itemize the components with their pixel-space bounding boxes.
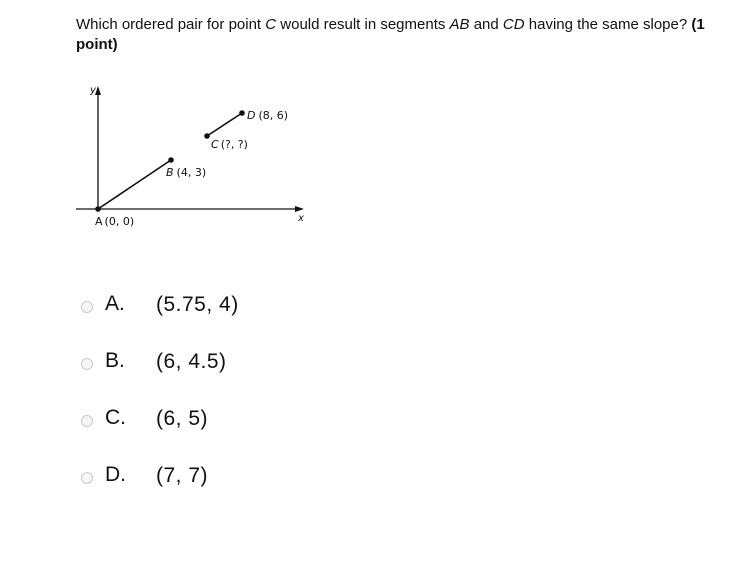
question-segment-cd: CD: [502, 16, 525, 33]
question-middle: would result in segments: [276, 16, 450, 33]
question-prefix: Which ordered pair for point: [76, 16, 266, 33]
choice-letter: A.: [105, 292, 125, 315]
point-c-coords: (?, ?): [220, 138, 248, 151]
point-b-label: [166, 166, 206, 179]
question-segment-ab: AB: [449, 16, 470, 33]
choice-letter: B.: [105, 349, 125, 372]
point-b-coords: (4, 3): [176, 166, 207, 179]
point-a-dot: [95, 206, 101, 212]
radio-icon[interactable]: [81, 301, 93, 313]
question-and: and: [469, 16, 503, 33]
segment-cd: [207, 113, 242, 136]
point-a-letter: A: [95, 215, 103, 228]
point-a-coords: (0, 0): [104, 215, 135, 228]
x-axis-arrow: [295, 206, 304, 212]
point-a-label: [95, 215, 134, 228]
point-d-dot: [239, 110, 245, 116]
point-d-coords: (8, 6): [258, 109, 289, 122]
radio-icon[interactable]: [81, 358, 93, 370]
y-axis-label: y: [90, 85, 96, 96]
choice-value: (6, 4.5): [156, 350, 227, 373]
point-b-dot: [168, 157, 174, 163]
point-c-dot: [204, 133, 210, 139]
point-c-label: [211, 138, 248, 151]
point-d-label: [247, 109, 288, 122]
choice-value: (6, 5): [156, 407, 209, 430]
choice-letter: C.: [105, 406, 126, 429]
radio-icon[interactable]: [81, 415, 93, 427]
choice-a[interactable]: [80, 282, 380, 339]
choice-c[interactable]: [80, 396, 380, 453]
point-b-letter: B: [166, 166, 174, 179]
question-point-c: C: [265, 16, 277, 33]
choice-letter: D.: [105, 463, 126, 486]
choice-value: (7, 7): [156, 464, 209, 487]
choice-d[interactable]: [80, 453, 380, 510]
x-axis-label: x: [298, 213, 304, 224]
choice-value: (5.75, 4): [156, 293, 239, 316]
segment-ab: [98, 160, 171, 209]
question-points: (1 point): [76, 16, 705, 53]
choice-b[interactable]: [80, 339, 380, 396]
question-suffix: having the same slope?: [524, 16, 692, 33]
answer-choices: [80, 282, 380, 510]
point-d-letter: D: [247, 109, 256, 122]
point-c-letter: C: [211, 138, 219, 151]
radio-icon[interactable]: [81, 472, 93, 484]
